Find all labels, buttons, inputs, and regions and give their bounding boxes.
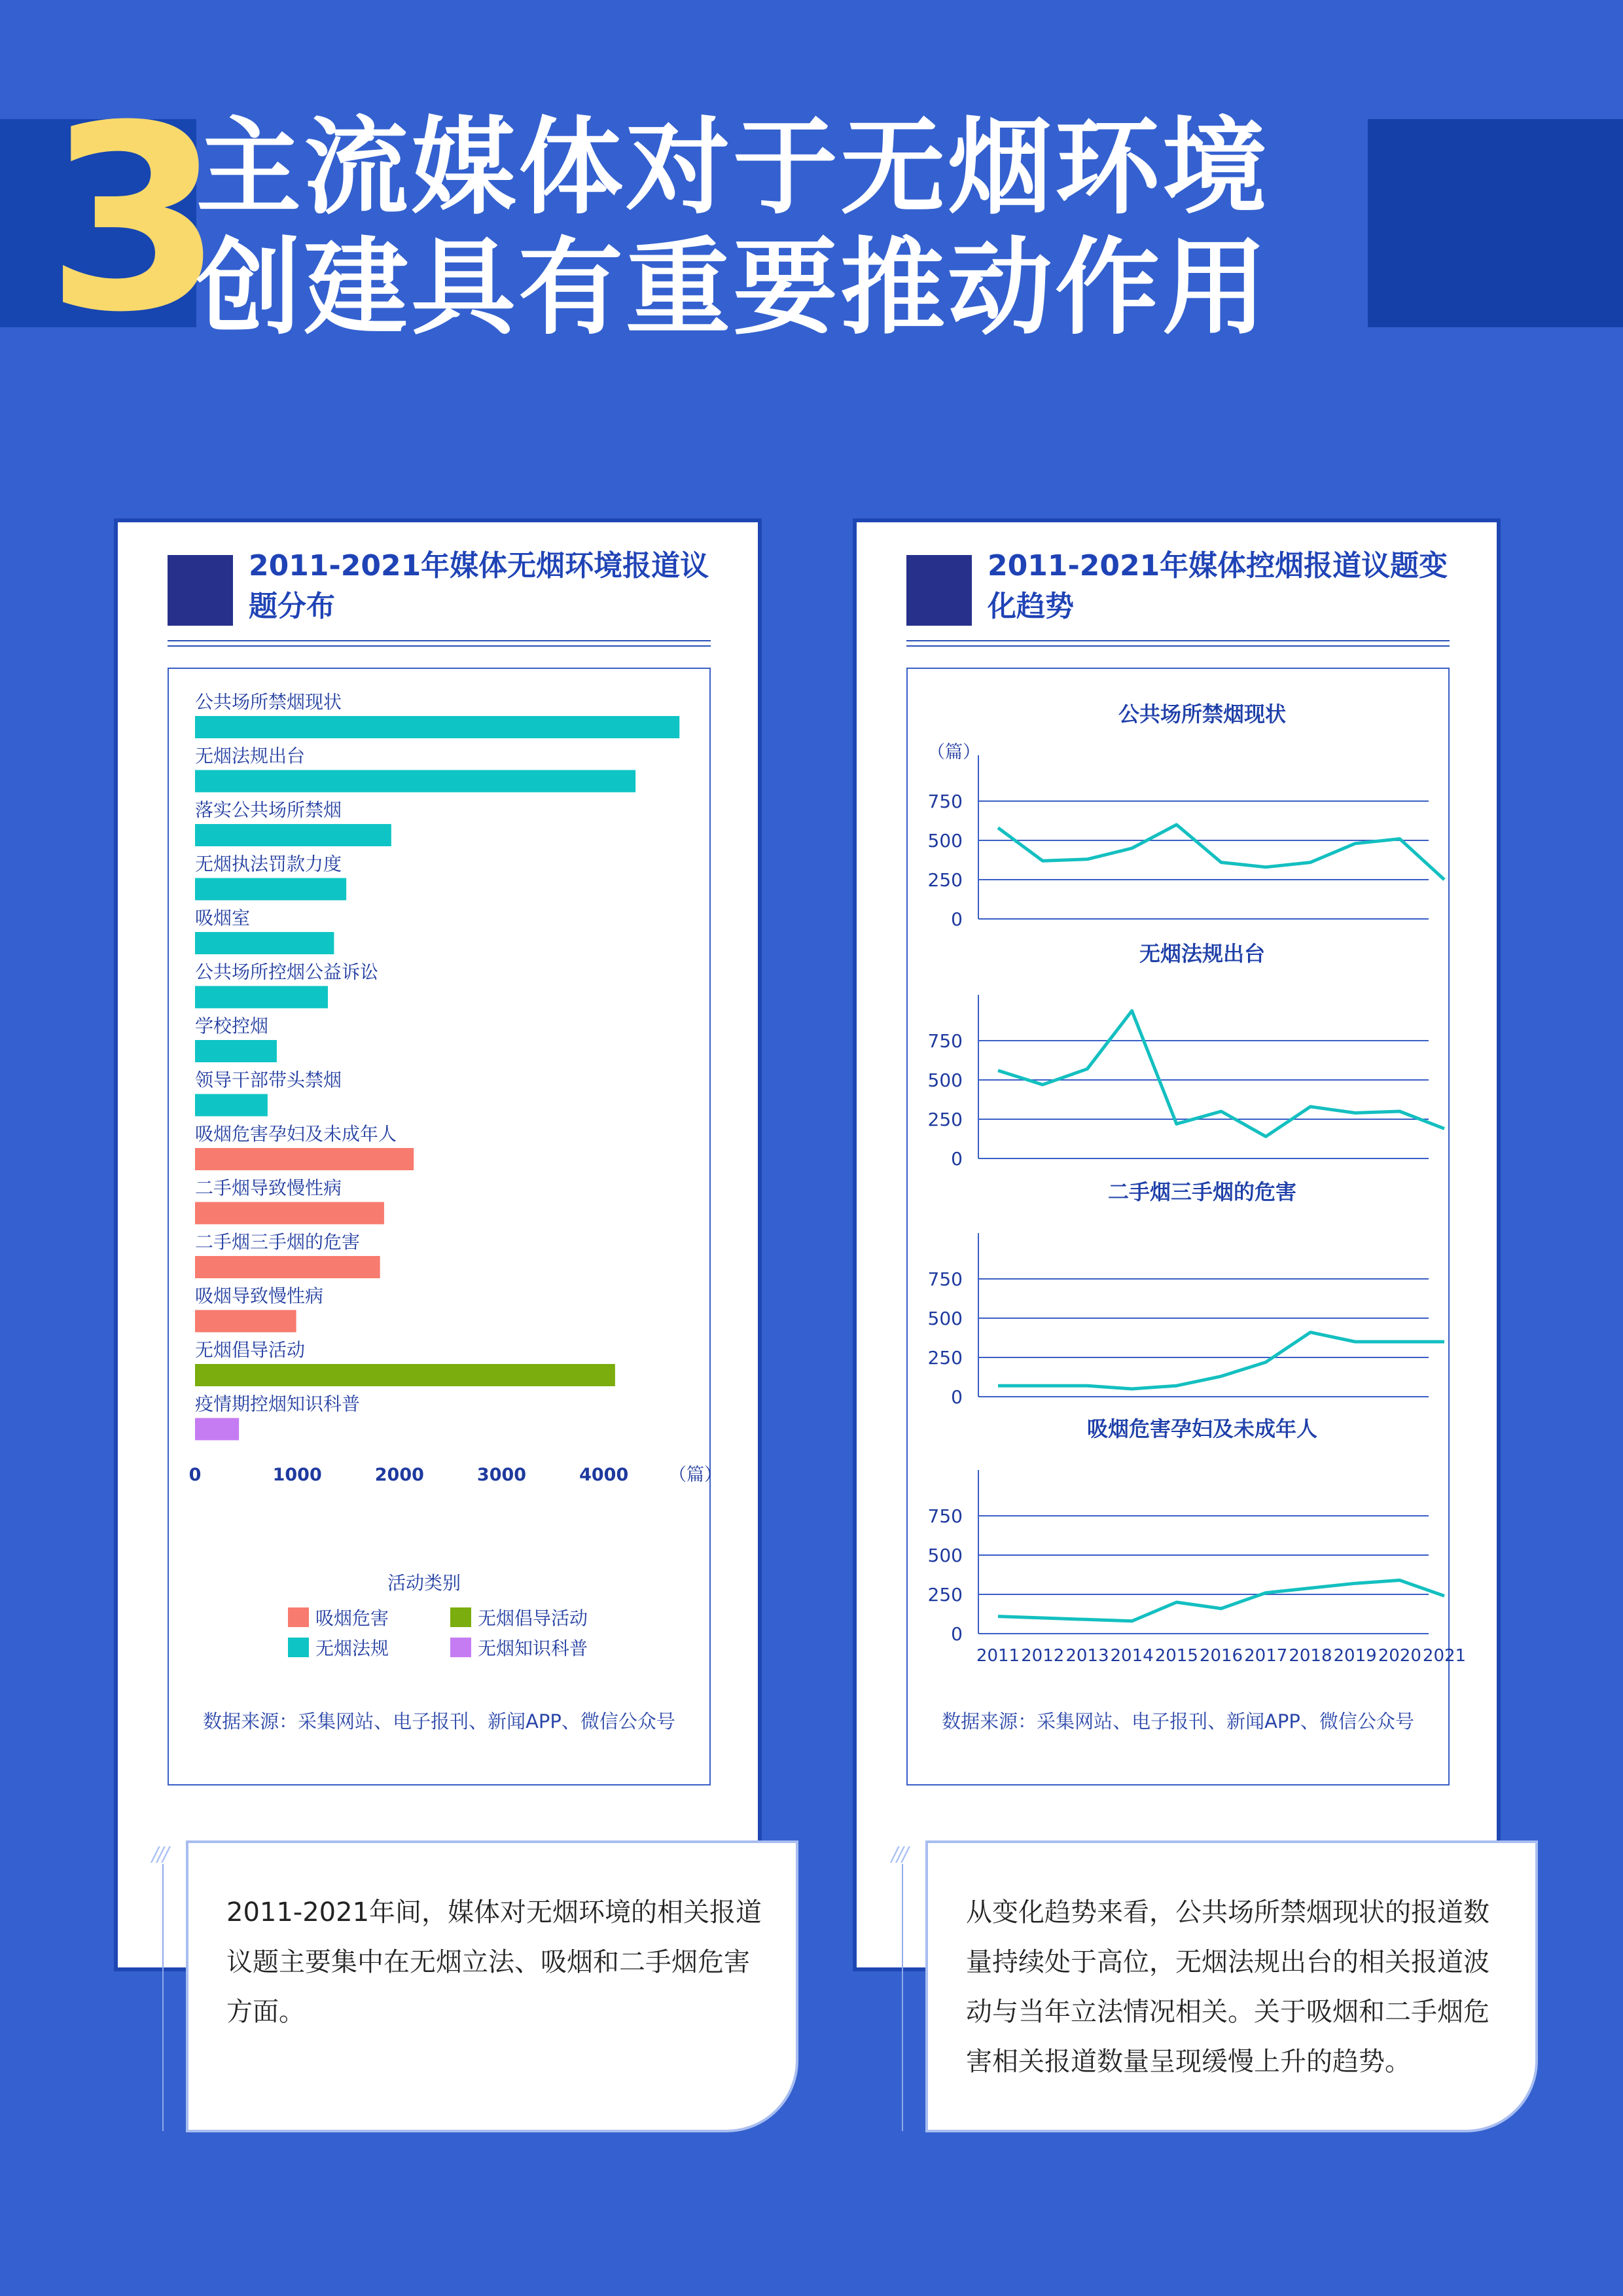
bar-chart-frame: [168, 668, 722, 1785]
note-guide-line: [162, 1864, 164, 2131]
y-tick-label: 750: [927, 1505, 963, 1527]
x-tick-label: 3000: [476, 1465, 527, 1485]
y-tick-label: 750: [927, 1030, 963, 1052]
right-note-card: [925, 1840, 1538, 2132]
x-tick-label: 4000: [579, 1465, 629, 1485]
x-tick-label: 2000: [374, 1465, 424, 1485]
left-panel: [114, 518, 762, 1971]
bar-label: 无烟法规出台: [195, 745, 306, 767]
line-chart-frame: [906, 668, 1467, 1785]
bar-label: 疫情期控烟知识科普: [195, 1393, 361, 1415]
y-tick-label: 500: [927, 830, 963, 852]
right-panel-title: 2011-2021年媒体控烟报道议题变化趋势: [988, 549, 1448, 623]
y-tick-label: 750: [927, 791, 963, 812]
bar: [195, 770, 635, 793]
y-unit-label: （篇）: [927, 742, 980, 762]
bar: [195, 1364, 615, 1386]
y-tick-label: 500: [927, 1069, 963, 1091]
bar: [195, 1256, 380, 1278]
legend-swatch: [450, 1607, 471, 1627]
y-tick-label: 0: [951, 1623, 963, 1645]
note-guide-line: [902, 1864, 903, 2131]
bar: [195, 1418, 239, 1441]
right-panel: [853, 518, 1501, 1971]
left-note-card: [186, 1840, 798, 2132]
bar: [195, 716, 679, 738]
right-source: 数据来源：采集网站、电子报刊、新闻APP、微信公众号: [942, 1710, 1414, 1732]
y-tick-label: 0: [951, 1386, 963, 1408]
x-unit-label: （篇）: [669, 1465, 722, 1485]
series-line: [998, 825, 1444, 880]
y-tick-label: 500: [927, 1545, 963, 1566]
bar: [195, 1148, 414, 1170]
series-line: [998, 1580, 1444, 1621]
y-tick-label: 250: [927, 1347, 963, 1369]
legend-swatch: [288, 1638, 309, 1657]
y-tick-label: 250: [927, 1584, 963, 1605]
series-title: 无烟法规出台: [1139, 941, 1266, 966]
x-tick-label: 2016: [1199, 1646, 1243, 1666]
bar-label: 吸烟导致慢性病: [195, 1285, 324, 1307]
y-tick-label: 0: [951, 908, 963, 930]
right-note-text: 从变化趋势来看，公共场所禁烟现状的报道数量持续处于高位，无烟法规出台的相关报道波动与当年立法情况相关。关于吸烟和二手烟危害相关报道数量呈现缓慢上升的趋势。: [966, 1897, 1489, 2077]
x-tick-label: 2015: [1154, 1646, 1198, 1666]
x-tick-label: 2021: [1422, 1646, 1467, 1666]
x-tick-label: 2014: [1110, 1646, 1154, 1666]
bar-chart: [169, 669, 722, 1784]
x-tick-label: 2013: [1065, 1646, 1109, 1666]
bar: [195, 1310, 296, 1333]
title-rule: [906, 645, 1450, 647]
bar-label: 二手烟三手烟的危害: [195, 1231, 361, 1253]
y-tick-label: 250: [927, 1109, 963, 1130]
series-line: [998, 1333, 1444, 1389]
bar-label: 公共场所控烟公益诉讼: [195, 961, 379, 983]
bar: [195, 986, 328, 1009]
legend-label: 吸烟危害: [315, 1607, 389, 1629]
bar: [195, 824, 391, 846]
legend-label: 无烟倡导活动: [478, 1607, 588, 1629]
series-line: [998, 1011, 1444, 1136]
x-tick-label: 2017: [1244, 1646, 1288, 1666]
y-tick-label: 250: [927, 869, 963, 891]
bar: [195, 1202, 384, 1225]
x-tick-label: 2020: [1378, 1646, 1421, 1666]
left-panel-title: 2011-2021年媒体无烟环境报道议题分布: [249, 549, 709, 623]
title-rule: [168, 645, 711, 647]
bar-label: 二手烟导致慢性病: [195, 1177, 342, 1199]
y-tick-label: 0: [951, 1148, 963, 1170]
legend-swatch: [288, 1607, 309, 1627]
legend-label: 无烟知识科普: [478, 1638, 588, 1659]
bar: [195, 878, 346, 901]
bar-label: 吸烟危害孕妇及未成年人: [195, 1123, 397, 1145]
series-title: 公共场所禁烟现状: [1118, 702, 1287, 726]
series-title: 吸烟危害孕妇及未成年人: [1086, 1416, 1318, 1441]
headline-line-2: 创建具有重要推动作用: [196, 226, 1270, 349]
slash-decoration: ///: [152, 1843, 168, 1866]
legend-label: 无烟法规: [315, 1638, 389, 1659]
slash-decoration: ///: [891, 1843, 908, 1866]
bar-label: 无烟倡导活动: [195, 1339, 306, 1361]
bar: [195, 1094, 268, 1117]
x-tick-label: 1000: [272, 1465, 322, 1485]
x-tick-label: 2011: [976, 1646, 1020, 1666]
section-number: 3: [46, 71, 217, 368]
bar: [195, 1040, 277, 1062]
x-tick-label: 2019: [1333, 1646, 1377, 1666]
bar-label: 无烟执法罚款力度: [195, 853, 342, 875]
header-band-right: [1368, 119, 1623, 327]
bar-label: 公共场所禁烟现状: [195, 691, 342, 713]
bar-label: 落实公共场所禁烟: [195, 799, 342, 821]
line-charts: [908, 669, 1467, 1784]
legend-swatch: [450, 1638, 471, 1657]
x-tick-label: 2012: [1021, 1646, 1065, 1666]
y-tick-label: 500: [927, 1308, 963, 1329]
x-tick-label: 0: [188, 1465, 202, 1485]
bar-label: 领导干部带头禁烟: [195, 1069, 342, 1091]
left-source: 数据来源：采集网站、电子报刊、新闻APP、微信公众号: [203, 1710, 675, 1732]
bar-label: 学校控烟: [195, 1015, 269, 1037]
title-marker: [906, 555, 972, 626]
headline-line-1: 主流媒体对于无烟环境: [196, 106, 1270, 228]
title-rule: [906, 640, 1450, 641]
title-rule: [168, 640, 711, 641]
x-tick-label: 2018: [1289, 1646, 1332, 1666]
y-tick-label: 750: [927, 1268, 963, 1290]
bar: [195, 932, 334, 954]
title-marker: [168, 555, 233, 626]
left-note-text: 2011-2021年间，媒体对无烟环境的相关报道议题主要集中在无烟立法、吸烟和二手烟危害方面。: [226, 1897, 762, 2027]
bar-label: 吸烟室: [195, 907, 251, 929]
series-title: 二手烟三手烟的危害: [1107, 1179, 1297, 1204]
legend-title: 活动类别: [387, 1572, 461, 1594]
